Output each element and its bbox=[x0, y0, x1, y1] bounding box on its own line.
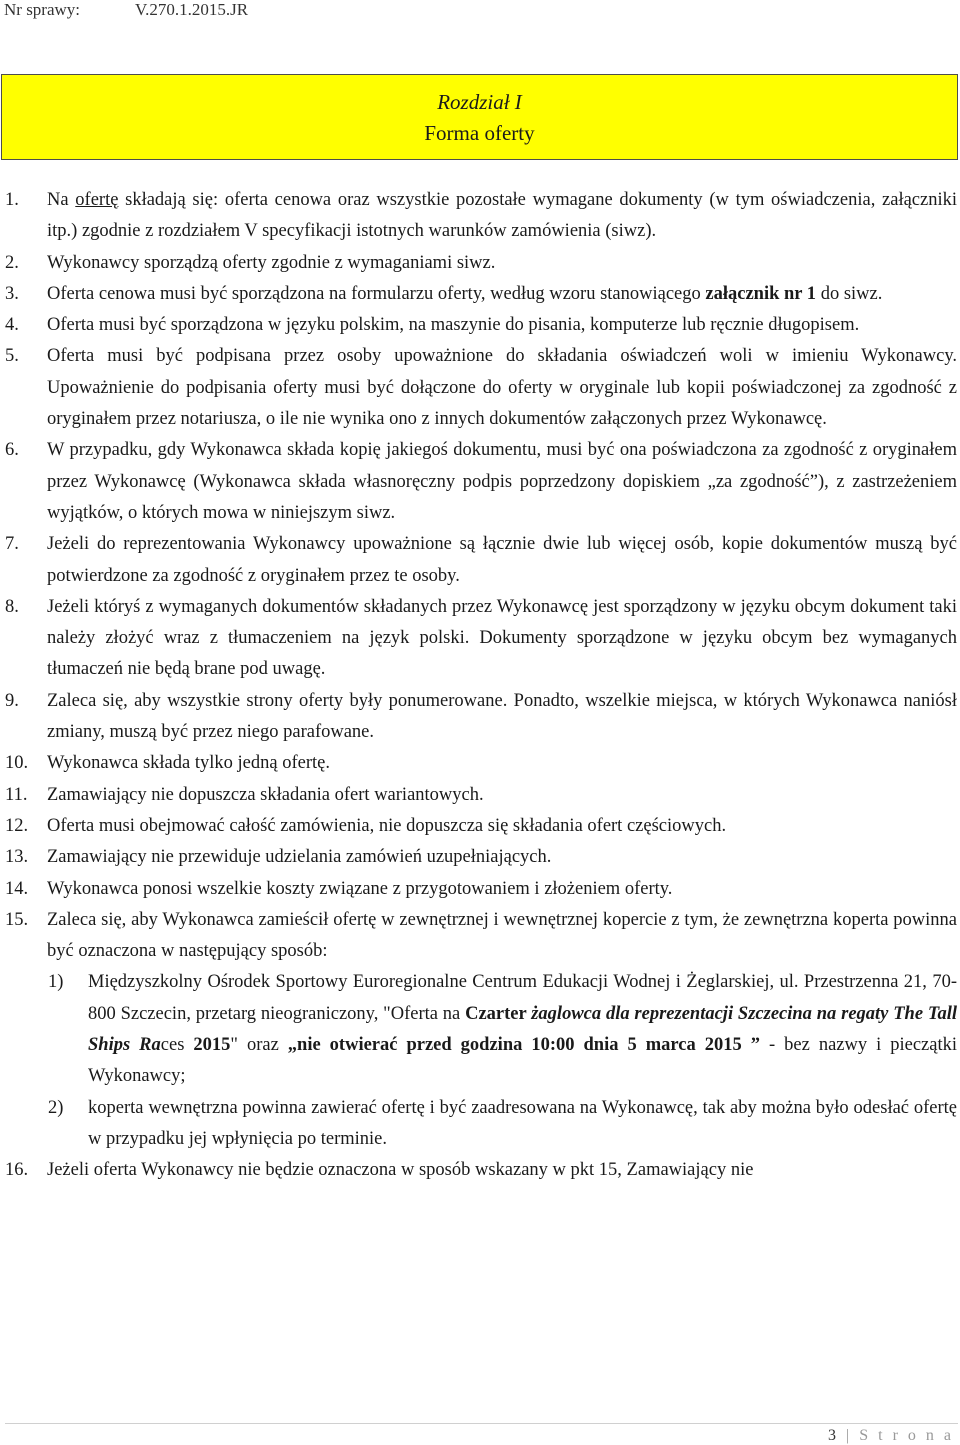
offer-link[interactable]: ofertę bbox=[75, 190, 119, 210]
item-number: 14. bbox=[5, 878, 29, 899]
item-text: Wykonawcy sporządzą oferty zgodnie z wymaganiami siwz. bbox=[47, 252, 496, 273]
item-text: składają się: oferta cenowa oraz wszystkie pozostałe wymagane dokumenty (w tym oświadczenia, załączniki itp.) zgodnie z rozdziałem V specyfikacji istotnych warunków zamówienia (siwz). bbox=[47, 190, 957, 242]
footer-divider bbox=[5, 1423, 958, 1424]
item-text: Jeżeli któryś z wymaganych dokumentów składanych przez Wykonawcę jest sporządzony w języku obcym dokument taki należy złożyć wraz z tłumaczeniem na język polski. Dokumenty sporządzone w języku obcym bez wymaganych tłumaczeń nie będą brane pod uwagę. bbox=[47, 596, 957, 680]
item-number: 9. bbox=[5, 690, 19, 711]
sub-item-text: - bez nazwy i pieczątki Wykonawcy; bbox=[88, 1035, 957, 1087]
item-text: Oferta cenowa musi być sporządzona na formularzu oferty, według wzoru stanowiącego bbox=[47, 283, 706, 304]
document-body bbox=[5, 185, 957, 1187]
sub-item-text: " oraz bbox=[230, 1035, 288, 1056]
sub-item-text: Międzyszkolny Ośrodek Sportowy Euroregionalne Centrum Edukacji Wodnej i Żeglarskiej, ul. Przestrzenna 21, 70-800 Szczecin, przetarg nieograniczony, "Oferta na bbox=[88, 972, 957, 1024]
sub-item-bold: 2015 bbox=[193, 1035, 231, 1056]
chapter-banner bbox=[1, 74, 958, 160]
item-text: Wykonawca składa tylko jedną ofertę. bbox=[47, 753, 330, 774]
item-number: 5. bbox=[5, 346, 19, 367]
item-number: 12. bbox=[5, 815, 29, 836]
item-text: Wykonawca ponosi wszelkie koszty związane z przygotowaniem i złożeniem oferty. bbox=[47, 878, 673, 899]
case-number-header bbox=[4, 0, 604, 22]
item-text: Jeżeli oferta Wykonawcy nie będzie oznaczona w sposób wskazany w pkt 15, Zamawiający nie bbox=[47, 1160, 754, 1181]
footer-separator: | bbox=[846, 1427, 853, 1444]
item-number: 8. bbox=[5, 596, 19, 617]
item-text: Oferta musi obejmować całość zamówienia, nie dopuszcza się składania ofert częściowych. bbox=[47, 815, 727, 836]
page-footer bbox=[828, 1427, 954, 1445]
sub-item-bold: Czarter bbox=[465, 1003, 532, 1024]
list-item-3 bbox=[5, 279, 957, 310]
item-number: 11. bbox=[5, 784, 28, 805]
list-item-10 bbox=[5, 748, 957, 779]
item-text: Zaleca się, aby wszystkie strony oferty były ponumerowane. Ponadto, wszelkie miejsca, w których Wykonawca naniósł zmiany, muszą być przez niego parafowane. bbox=[47, 690, 957, 743]
chapter-subtitle: Forma oferty bbox=[424, 121, 535, 145]
item-number: 6. bbox=[5, 440, 19, 461]
page-word: S t r o n a bbox=[859, 1427, 954, 1444]
sub-item-bold: „nie otwierać przed godzina 10:00 dnia 5 marca 2015 ” bbox=[287, 1035, 760, 1056]
sub-item-text: ces bbox=[160, 1035, 194, 1056]
page-number: 3 bbox=[828, 1427, 840, 1444]
list-item-14 bbox=[5, 874, 957, 905]
sub-item-bold-italic: żaglowca dla reprezentacji Szczecina na regaty The Tall Ships Ra bbox=[88, 1003, 958, 1056]
item-text: Zamawiający nie przewiduje udzielania zamówień uzupełniających. bbox=[47, 847, 552, 868]
item-number: 2. bbox=[5, 252, 19, 273]
sub-item-text: koperta wewnętrzna powinna zawierać ofertę i być zaadresowana na Wykonawcę, tak aby można było odesłać ofertę w przypadku jej wpłynięcia po terminie. bbox=[88, 1097, 957, 1149]
list-item-5 bbox=[5, 341, 957, 435]
case-number-value: V.270.1.2015.JR bbox=[135, 0, 249, 19]
attachment-reference: załącznik nr 1 bbox=[705, 283, 817, 304]
list-item-7 bbox=[5, 529, 957, 592]
item-number: 4. bbox=[5, 315, 19, 336]
list-item-13 bbox=[5, 842, 957, 873]
item-number: 15. bbox=[5, 909, 29, 930]
item-text: Jeżeli do reprezentowania Wykonawcy upoważnione są łącznie dwie lub więcej osób, kopie dokumentów muszą być potwierdzone za zgodność z oryginałem przez te osoby. bbox=[47, 534, 957, 586]
item-text: Zaleca się, aby Wykonawca zamieścił ofertę w zewnętrznej i wewnętrznej kopercie z tym, że zewnętrzna koperta powinna być oznaczona w następujący sposób: bbox=[47, 909, 957, 962]
item-number: 13. bbox=[5, 847, 29, 868]
item-number: 10. bbox=[5, 753, 29, 774]
item-number: 1. bbox=[5, 190, 19, 210]
list-item-4 bbox=[5, 310, 957, 341]
chapter-title: Rozdział I bbox=[437, 90, 522, 114]
item-text: Oferta musi być sporządzona w języku polskim, na maszynie do pisania, komputerze lub ręcznie długopisem. bbox=[47, 315, 860, 336]
list-item-6 bbox=[5, 435, 957, 529]
item-text: Oferta musi być podpisana przez osoby upoważnione do składania oświadczeń woli w imieniu Wykonawcy. Upoważnienie do podpisania oferty musi być dołączone do oferty w oryginale lub kopii poświadczonej za zgodność z oryginałem przez notariusza, o ile nie wynika ono z innych dokumentów załączonych przez Wykonawcę. bbox=[47, 346, 957, 430]
list-item-15 bbox=[5, 905, 957, 968]
item-text: W przypadku, gdy Wykonawca składa kopię jakiegoś dokumentu, musi być ona poświadczona za zgodność z oryginałem przez Wykonawcę (Wykonawca składa własnoręczny podpis poprzedzony dopiskiem „za zgodność”), z zastrzeżeniem wyjątków, o których mowa w niniejszym siwz. bbox=[47, 440, 957, 523]
case-number-label: Nr sprawy: bbox=[4, 0, 81, 19]
list-item-1 bbox=[5, 185, 957, 248]
sub-item-1 bbox=[5, 967, 957, 1092]
list-item-8 bbox=[5, 592, 957, 686]
sub-item-number: 2) bbox=[48, 1097, 64, 1118]
list-item-12 bbox=[5, 811, 957, 842]
item-text: Zamawiający nie dopuszcza składania ofert wariantowych. bbox=[47, 784, 484, 805]
list-item-2 bbox=[5, 248, 957, 279]
list-item-16 bbox=[5, 1155, 957, 1186]
list-item-9 bbox=[5, 686, 957, 749]
item-text: do siwz. bbox=[816, 283, 883, 304]
list-item-11 bbox=[5, 780, 957, 811]
sub-item-number: 1) bbox=[48, 972, 64, 993]
item-number: 3. bbox=[5, 283, 19, 304]
item-number: 16. bbox=[5, 1160, 29, 1181]
item-text: Na bbox=[47, 190, 76, 210]
item-number: 7. bbox=[5, 534, 19, 555]
sub-item-2 bbox=[5, 1093, 957, 1156]
